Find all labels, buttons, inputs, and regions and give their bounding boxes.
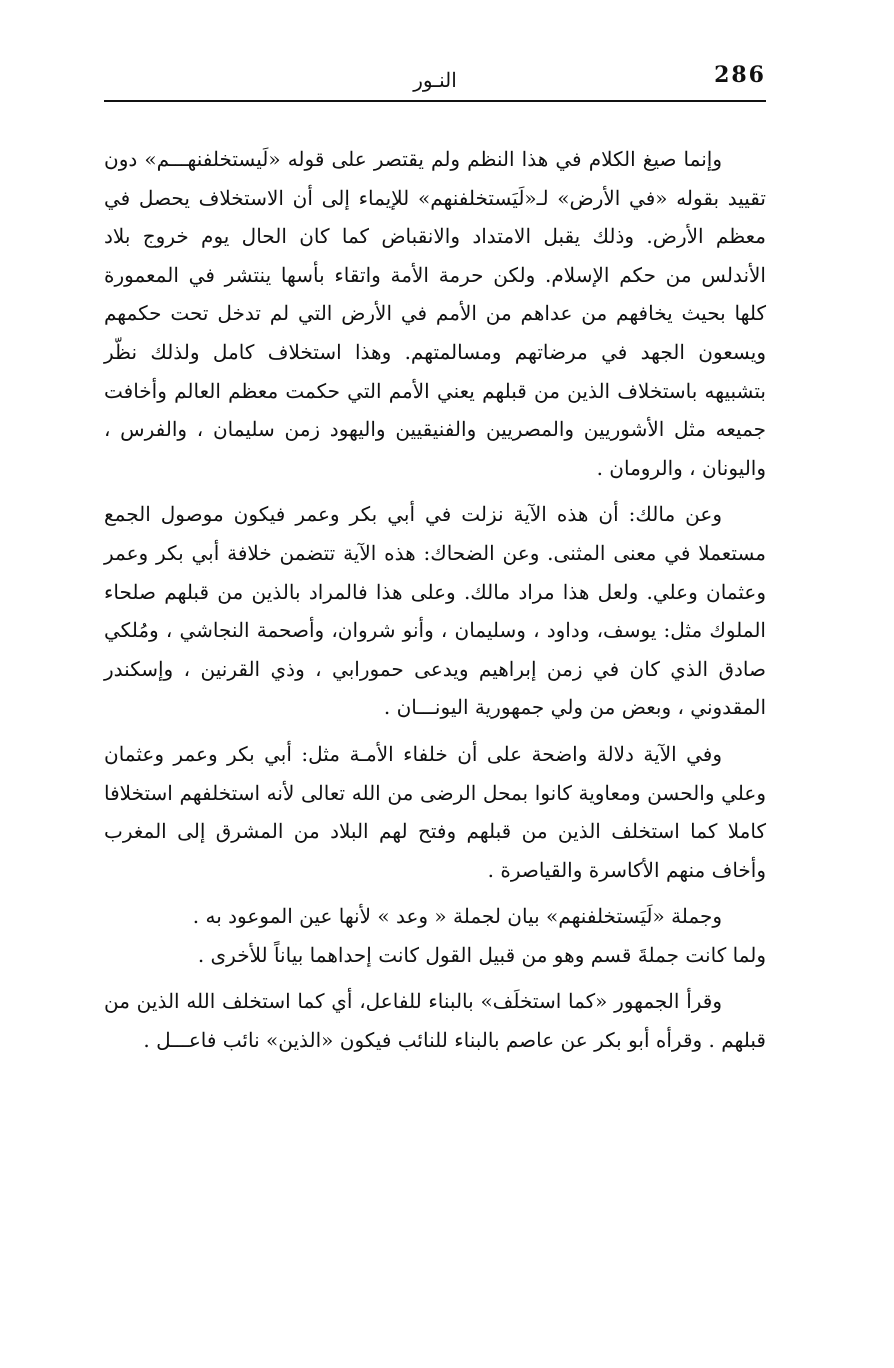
paragraph: وجملة «لَيَستخلفنهم» بيان لجملة « وعد » لأنها عين الموعود به . xyxy=(192,904,722,929)
page-number: 286 xyxy=(714,62,766,88)
header-rule xyxy=(104,100,766,102)
running-title: النـور xyxy=(413,68,457,92)
page-body xyxy=(104,140,766,1060)
paragraph: ولما كانت جملةَ قسم وهو من قبيل القول كانت إحداهما بياناً للأخرى . xyxy=(197,942,766,967)
paragraph: وفي الآية دلالة واضحة على أن خلفاء الأمـة مثل: أبي بكر وعمر وعثمان وعلي والحسن ومعاوية كانوا بمحل الرضى من الله تعالى لأنه استخلفهم استخلافا كاملا كما استخلف الذين من قبلهم وفتح لهم البلاد من المشرق إلى المغرب وأخاف منهم الأكاسرة والقياصرة . xyxy=(104,741,766,882)
paragraph: وقرأ الجمهور «كما استخلَف» بالبناء للفاعل، أي كما استخلف الله الذين من قبلهم . وقرأه أبو بكر عن عاصم بالبناء للنائب فيكون «الذين» نائب فاعـــل . xyxy=(104,989,766,1053)
page-header xyxy=(104,62,766,100)
paragraph: وإنما صيغ الكلام في هذا النظم ولم يقتصر على قوله «لَيستخلفنهـــم» دون تقييد بقوله «في الأرض» لـ«لَيَستخلفنهم» للإيماء إلى أن الاستخلاف يحصل في معظم الأرض. وذلك يقبل الامتداد والانقباض كما كان الحال يوم خروج بلاد الأندلس من حكم الإسلام. ولكن حرمة الأمة واتقاء بأسها ينتشر في المعمورة كلها بحيث يخافهم من عداهم من الأمم في الأرض التي لم تدخل تحت حكمهم ويسعون الجهد في مرضاتهم ومسالمتهم. وهذا استخلاف كامل ولذلك نظّر بتشبيهه باستخلاف الذين من قبلهم يعني الأمم التي حكمت معظم العالم وأخافت جميعه مثل الأشوريين والمصريين والفنيقيين واليهود زمن سليمان ، والفرس ، واليونان ، والرومان . xyxy=(104,147,766,480)
paragraph: وعن مالك: أن هذه الآية نزلت في أبي بكر وعمر فيكون موصول الجمع مستعملا في معنى المثنى. وعن الضحاك: هذه الآية تتضمن خلافة أبي بكر وعمر وعثمان وعلي. ولعل هذا مراد مالك. وعلى هذا فالمراد بالذين من قبلهم صلحاء الملوك مثل: يوسف، وداود ، وسليمان ، وأنو شروان، وأصحمة النجاشي ، ومُلكي صادق الذي كان في زمن إبراهيم ويدعى حمورابي ، وذي القرنين ، وإسكندر المقدوني ، وبعض من ولي جمهورية اليونـــان . xyxy=(104,502,766,720)
